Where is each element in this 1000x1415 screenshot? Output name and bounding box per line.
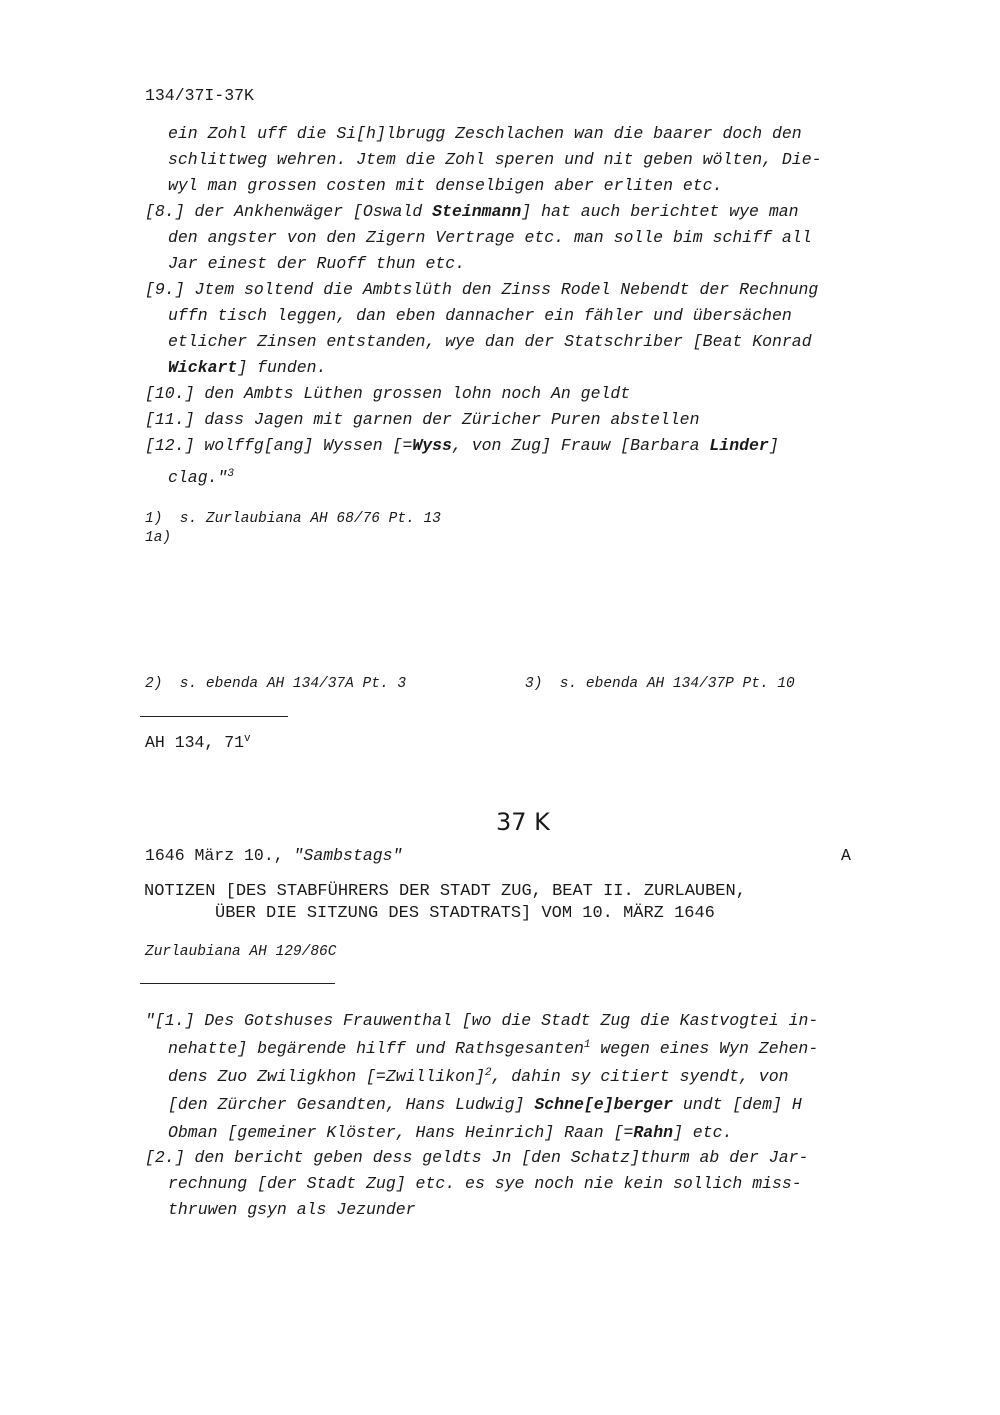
- source-reference: Zurlaubiana AH 129/86C: [145, 944, 337, 960]
- footnote-1a: 1a): [145, 530, 172, 546]
- text-block-notes: [145, 1007, 925, 1223]
- paragraph-11: [11.] dass Jagen mit garnen der Züricher Puren abstellen: [145, 410, 700, 429]
- name-bold: Wyss: [412, 436, 452, 455]
- text-line: etlicher Zinsen entstanden, wye dan der Statschriber [Beat Konrad: [168, 332, 812, 351]
- text-line: schlittweg wehren. Jtem die Zohl speren und nit geben wölten, Die-: [168, 150, 822, 169]
- text-line: rechnung [der Stadt Zug] etc. es sye noch nie kein sollich miss-: [168, 1174, 802, 1193]
- name-bold: Linder: [709, 436, 769, 455]
- text-line: dens Zuo Zwiligkhon [=Zwillikon]$^2$, dahin sy citiert syendt, von: [168, 1067, 789, 1086]
- text-line: uffn tisch leggen, dan eben dannacher ein fähler und übersächen: [168, 306, 792, 325]
- paragraph-2: [2.] den bericht geben dess geldts Jn [den Schatz]thurm ab der Jar-: [145, 1148, 809, 1167]
- footnote-2: 2) s. ebenda AH 134/37A Pt. 3: [145, 676, 407, 692]
- text-line: Wickart] funden.: [168, 358, 327, 377]
- entry-number: 37 K: [496, 808, 550, 836]
- document-title-line-2: ÜBER DIE SITZUNG DES STADTRATS] VOM 10. MÄRZ 1646: [215, 904, 715, 923]
- text-line: Obman [gemeiner Klöster, Hans Heinrich] Raan [=Rahn] etc.: [168, 1123, 733, 1142]
- footnote-1: 1) s. Zurlaubiana AH 68/76 Pt. 13: [145, 511, 441, 527]
- text-line: ein Zohl uff die Si[h]lbrugg Zeschlachen wan die baarer doch den: [168, 124, 802, 143]
- page-reference: 134/37I-37K: [145, 86, 254, 105]
- paragraph-12: [12.] wolffg[ang] Wyssen [=Wyss, von Zug] Frauw [Barbara Linder]: [145, 436, 779, 455]
- text-line: Jar einest der Ruoff thun etc.: [168, 254, 466, 273]
- footnote-3: 3) s. ebenda AH 134/37P Pt. 10: [525, 676, 795, 692]
- footnote-divider: [140, 716, 288, 717]
- paragraph-9: [9.] Jtem soltend die Ambtslüth den Zinss Rodel Nebendt der Rechnung: [145, 280, 819, 299]
- footnote-marker: 1: [583, 1039, 591, 1051]
- text-line: nehatte] begärende hilff und Rathsgesanten$^1$ wegen eines Wyn Zehen-: [168, 1039, 819, 1058]
- document-letter: A: [841, 846, 851, 865]
- name-bold: Schne[e]berger: [534, 1095, 673, 1114]
- text-line: [den Zürcher Gesandten, Hans Ludwig] Schne[e]berger undt [dem] H: [168, 1095, 802, 1114]
- footnote-marker: 3: [227, 468, 235, 480]
- date-line: 1646 März 10., "Sambstags": [145, 846, 403, 865]
- footnote-marker: 2: [484, 1067, 492, 1079]
- name-bold: Steinmann: [432, 202, 522, 221]
- paragraph-8: [8.] der Ankhenwäger [Oswald Steinmann] hat auch berichtet wye man: [145, 202, 799, 221]
- name-bold: Rahn: [633, 1123, 673, 1142]
- text-line: wyl man grossen costen mit denselbigen aber erliten etc.: [168, 176, 723, 195]
- folio-reference: AH 134, 71$^v$: [145, 733, 251, 752]
- paragraph-10: [10.] den Ambts Lüthen grossen lohn noch An geldt: [145, 384, 631, 403]
- paragraph-1: "[1.] Des Gotshuses Frauwenthal [wo die Stadt Zug die Kastvogtei in-: [145, 1011, 819, 1030]
- text-line: clag."$^3$: [168, 468, 235, 487]
- text-block-continuation: [145, 121, 925, 491]
- name-bold: Wickart: [168, 358, 238, 377]
- text-line: den angster von den Zigern Vertrage etc. man solle bim schiff all: [168, 228, 812, 247]
- section-divider: [140, 983, 335, 984]
- folio-verso-marker: v: [244, 733, 251, 745]
- text-line: thruwen gsyn als Jezunder: [168, 1200, 416, 1219]
- document-title-line-1: NOTIZEN [DES STABFÜHRERS DER STADT ZUG, BEAT II. ZURLAUBEN,: [144, 882, 746, 901]
